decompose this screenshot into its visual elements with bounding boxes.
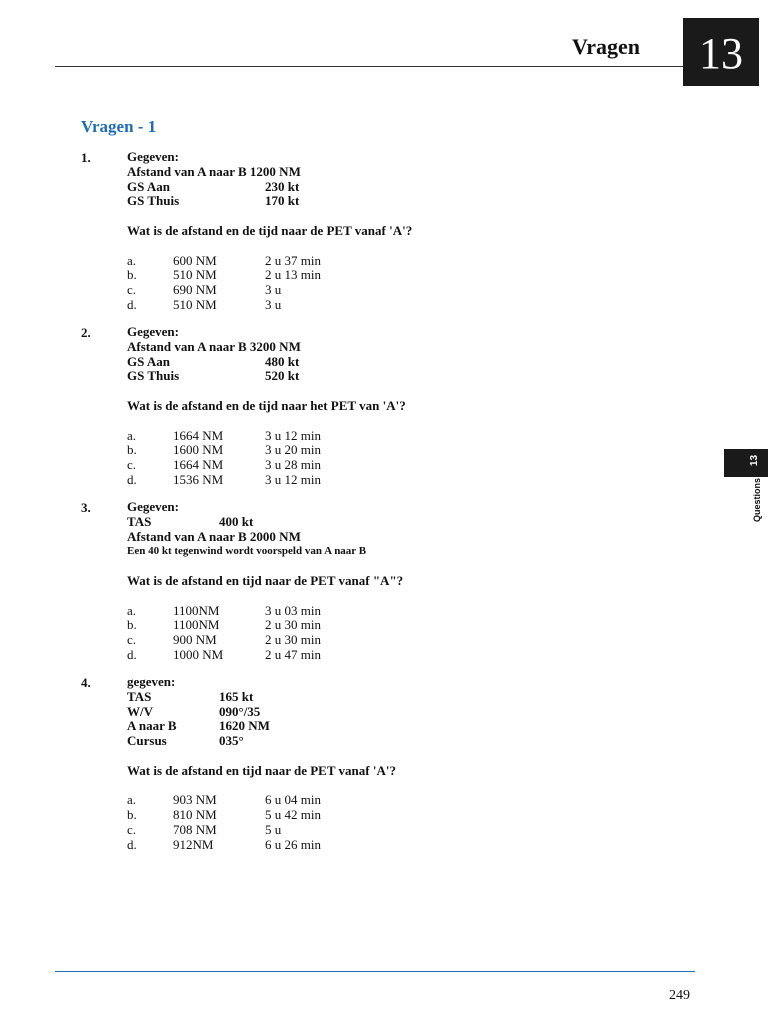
footer-rule xyxy=(55,971,695,972)
answer-option-b: b. 1600 NM 3 u 20 min xyxy=(127,442,321,458)
answer-option-c: c. 708 NM 5 u xyxy=(127,821,282,837)
question-text: Wat is de afstand en de tijd naar het PET van 'A'? xyxy=(127,397,406,413)
given-row: Afstand van A naar B 1200 NM xyxy=(127,163,301,179)
answer-option-c: c. 1664 NM 3 u 28 min xyxy=(127,457,321,473)
answer-option-a: a. 903 NM 6 u 04 min xyxy=(127,792,321,808)
given-row: Cursus 035° xyxy=(127,733,244,749)
given-label: Gegeven: xyxy=(127,499,179,514)
side-tab-label: Questions xyxy=(752,478,762,523)
question-text: Wat is de afstand en tijd naar de PET vanaf "A"? xyxy=(127,572,404,588)
given-row: Afstand van A naar B 3200 NM xyxy=(127,338,301,354)
given-row: GS Aan 480 kt xyxy=(127,353,300,369)
question-number: 2. xyxy=(81,325,91,340)
chapter-title: Vragen xyxy=(571,34,640,59)
section-title: Vragen - 1 xyxy=(81,117,157,136)
given-label: gegeven: xyxy=(127,674,176,689)
answer-option-b: b. 810 NM 5 u 42 min xyxy=(127,807,321,823)
question-number: 3. xyxy=(81,500,91,515)
question-text: Wat is de afstand en tijd naar de PET vanaf 'A'? xyxy=(127,762,396,778)
given-row: TAS 400 kt xyxy=(127,513,254,529)
answer-option-a: a. 1100NM 3 u 03 min xyxy=(127,602,321,618)
given-note: Een 40 kt tegenwind wordt voorspeld van A naar B xyxy=(127,545,367,558)
given-row: Afstand van A naar B 2000 NM xyxy=(127,528,301,544)
answer-option-d: d. 1000 NM 2 u 47 min xyxy=(127,646,321,662)
answer-option-d: d. 912NM 6 u 26 min xyxy=(127,836,321,852)
question-number: 4. xyxy=(81,675,91,690)
chapter-number-box: 13 xyxy=(683,18,759,86)
given-row: A naar B 1620 NM xyxy=(127,718,270,734)
given-row: GS Thuis 170 kt xyxy=(127,193,300,209)
answer-option-d: d. 510 NM 3 u xyxy=(127,296,282,312)
answer-option-a: a. 1664 NM 3 u 12 min xyxy=(127,427,321,443)
answer-option-b: b. 510 NM 2 u 13 min xyxy=(127,267,321,283)
question-text: Wat is de afstand en de tijd naar de PET vanaf 'A'? xyxy=(127,222,413,238)
given-row: TAS 165 kt xyxy=(127,688,254,704)
answer-option-c: c. 900 NM 2 u 30 min xyxy=(127,632,321,648)
answer-option-c: c. 690 NM 3 u xyxy=(127,282,282,298)
side-tab-number: 13 xyxy=(749,454,761,467)
given-row: W/V 090°/35 xyxy=(127,703,261,719)
page-number: 249 xyxy=(669,988,690,1003)
given-label: Gegeven: xyxy=(127,324,179,339)
header-rule xyxy=(55,66,685,67)
answer-option-a: a. 600 NM 2 u 37 min xyxy=(127,252,321,268)
given-label: Gegeven: xyxy=(127,149,179,164)
question-number: 1. xyxy=(81,150,91,165)
answer-option-d: d. 1536 NM 3 u 12 min xyxy=(127,471,321,487)
given-row: GS Aan 230 kt xyxy=(127,178,300,194)
given-row: GS Thuis 520 kt xyxy=(127,368,300,384)
answer-option-b: b. 1100NM 2 u 30 min xyxy=(127,617,321,633)
